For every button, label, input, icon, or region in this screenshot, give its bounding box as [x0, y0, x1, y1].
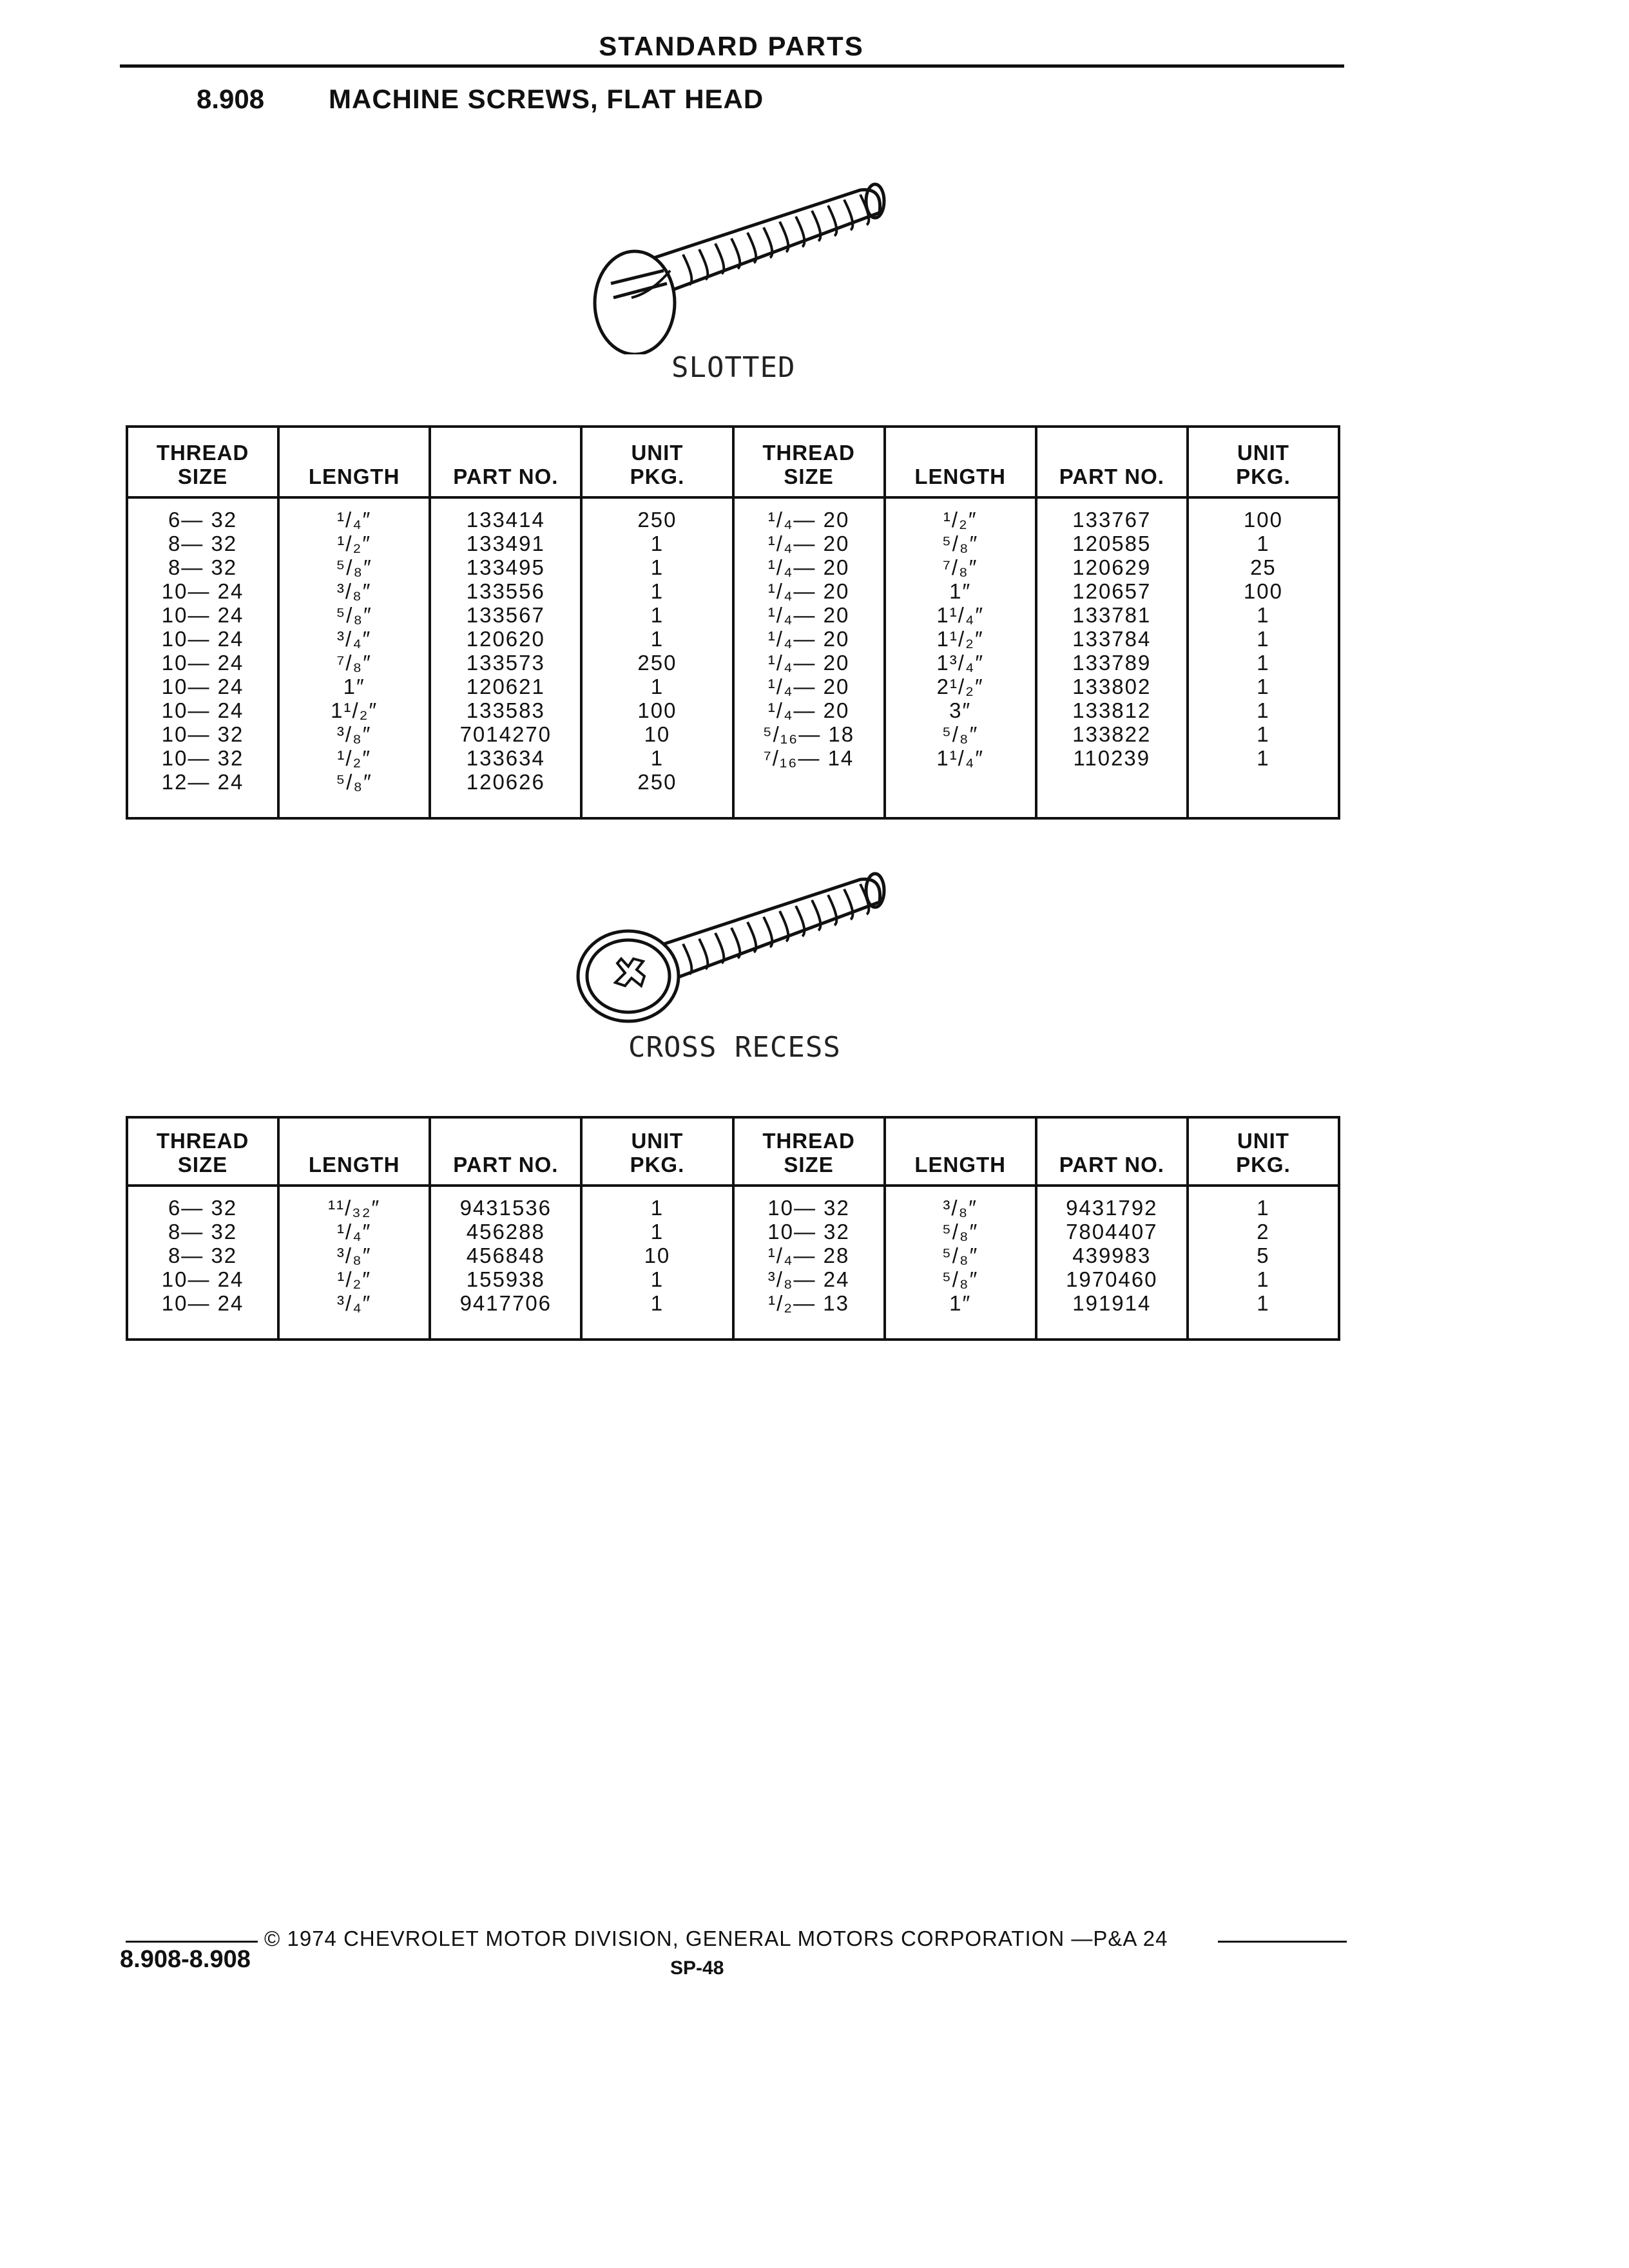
table-cell: 1: [1188, 746, 1339, 770]
table-cell: ⁵/₁₆— 18: [733, 722, 885, 746]
table-cell: 1: [581, 1267, 733, 1291]
table-cell: 120620: [430, 627, 581, 651]
table-cell: ³/₈″: [278, 1244, 430, 1267]
table-cell: ¹/₄— 28: [733, 1244, 885, 1267]
table-cell: 1: [1188, 1196, 1339, 1220]
table-cell: 1970460: [1036, 1267, 1188, 1291]
table-cell: 7014270: [430, 722, 581, 746]
table-cell: 120629: [1036, 555, 1188, 579]
table-cell: 12— 24: [127, 770, 278, 794]
spacer-cell: [1036, 1186, 1188, 1196]
table-cell: 133812: [1036, 698, 1188, 722]
table-cell: ⁵/₈″: [885, 1244, 1036, 1267]
table-cell: 133781: [1036, 603, 1188, 627]
table-cell: [885, 770, 1036, 794]
table-cell: 5: [1188, 1244, 1339, 1267]
table-cell: ¹/₂″: [278, 1267, 430, 1291]
table-cell: 133634: [430, 746, 581, 770]
closing-cell: [127, 794, 278, 818]
col-part-no: PART NO.: [430, 427, 581, 497]
table-cell: 1: [581, 1291, 733, 1315]
table-cell: 1: [581, 532, 733, 555]
closing-cell: [733, 1315, 885, 1340]
table-cell: 1: [581, 1196, 733, 1220]
spacer-cell: [885, 1186, 1036, 1196]
table-cell: ³/₄″: [278, 1291, 430, 1315]
table-cell: 155938: [430, 1267, 581, 1291]
table-cell: ¹/₄— 20: [733, 627, 885, 651]
table-row: [127, 1244, 1339, 1267]
table-cell: 10— 24: [127, 627, 278, 651]
table-cell: 1: [1188, 603, 1339, 627]
spacer-cell: [1188, 1186, 1339, 1196]
table-cell: ³/₈″: [278, 722, 430, 746]
closing-cell: [1036, 794, 1188, 818]
table-cell: 1: [581, 603, 733, 627]
table-cell: 250: [581, 770, 733, 794]
table-header-row: [127, 1117, 1339, 1186]
table-cell: 9417706: [430, 1291, 581, 1315]
cross-recess-screw-illustration: [567, 850, 902, 1044]
table-cell: 1¹/₄″: [885, 746, 1036, 770]
closing-cell: [430, 794, 581, 818]
table-cell: 6— 32: [127, 508, 278, 532]
table-row: [127, 627, 1339, 651]
table-cell: ³/₈— 24: [733, 1267, 885, 1291]
table-cell: 1: [581, 555, 733, 579]
closing-row: [127, 794, 1339, 818]
section-range: 8.908-8.908: [120, 1946, 251, 1973]
page-header-title: STANDARD PARTS: [599, 31, 864, 61]
table-cell: [1188, 770, 1339, 794]
table-cell: 120585: [1036, 532, 1188, 555]
table-cell: 100: [1188, 508, 1339, 532]
slotted-table-body: [127, 497, 1339, 818]
col-length: LENGTH: [885, 1117, 1036, 1186]
col-unit-pkg: UNIT PKG.: [581, 427, 733, 497]
table-cell: 1¹/₂″: [278, 698, 430, 722]
table-cell: 10: [581, 722, 733, 746]
table-cell: 1¹/₄″: [885, 603, 1036, 627]
table-cell: 1: [1188, 675, 1339, 698]
col-thread-size: THREAD SIZE: [733, 427, 885, 497]
col-thread-size: THREAD SIZE: [127, 427, 278, 497]
table-cell: 250: [581, 651, 733, 675]
table-row: [127, 1220, 1339, 1244]
table-cell: ¹/₄— 20: [733, 508, 885, 532]
cross-recess-caption: CROSS RECESS: [628, 1031, 841, 1064]
table-cell: 10— 32: [127, 746, 278, 770]
slotted-caption: SLOTTED: [671, 351, 796, 384]
table-cell: 6— 32: [127, 1196, 278, 1220]
table-cell: ¹/₂″: [278, 532, 430, 555]
table-cell: 1: [581, 627, 733, 651]
cross-recess-parts-table: [126, 1116, 1340, 1341]
footer-rule-right: [1218, 1941, 1347, 1943]
table-cell: ¹/₄— 20: [733, 555, 885, 579]
table-cell: 10— 32: [127, 722, 278, 746]
slotted-screw-illustration: [567, 161, 902, 354]
table-cell: 1: [581, 579, 733, 603]
col-part-no: PART NO.: [430, 1117, 581, 1186]
spacer-cell: [127, 1186, 278, 1196]
spacer-row: [127, 1186, 1339, 1196]
cross-recess-table-body: [127, 1186, 1339, 1340]
table-cell: 8— 32: [127, 1220, 278, 1244]
table-cell: ⁵/₈″: [278, 770, 430, 794]
table-row: [127, 508, 1339, 532]
col-part-no: PART NO.: [1036, 427, 1188, 497]
table-cell: ¹/₄— 20: [733, 532, 885, 555]
table-cell: 100: [1188, 579, 1339, 603]
table-cell: ⁵/₈″: [278, 603, 430, 627]
table-cell: ¹/₄— 20: [733, 579, 885, 603]
table-cell: ³/₄″: [278, 627, 430, 651]
table-cell: 1¹/₂″: [885, 627, 1036, 651]
table-cell: ⁵/₈″: [885, 532, 1036, 555]
table-row: [127, 1291, 1339, 1315]
table-row: [127, 555, 1339, 579]
table-cell: 191914: [1036, 1291, 1188, 1315]
table-cell: 10— 24: [127, 603, 278, 627]
spacer-cell: [430, 1186, 581, 1196]
table-cell: 10— 24: [127, 651, 278, 675]
table-cell: 1: [581, 675, 733, 698]
table-cell: ¹/₂″: [278, 746, 430, 770]
spacer-cell: [1188, 497, 1339, 508]
table-cell: ⁷/₈″: [885, 555, 1036, 579]
table-row: [127, 698, 1339, 722]
col-unit-pkg: UNIT PKG.: [581, 1117, 733, 1186]
table-cell: 8— 32: [127, 555, 278, 579]
col-thread-size: THREAD SIZE: [127, 1117, 278, 1186]
table-cell: 8— 32: [127, 532, 278, 555]
table-cell: 10— 24: [127, 1291, 278, 1315]
table-cell: 1: [581, 746, 733, 770]
closing-cell: [278, 1315, 430, 1340]
closing-cell: [885, 1315, 1036, 1340]
table-cell: 1: [1188, 698, 1339, 722]
table-cell: ⁵/₈″: [885, 722, 1036, 746]
table-cell: ¹/₄— 20: [733, 675, 885, 698]
spacer-cell: [127, 497, 278, 508]
table-cell: 133784: [1036, 627, 1188, 651]
col-unit-pkg: UNIT PKG.: [1188, 427, 1339, 497]
table-cell: 133495: [430, 555, 581, 579]
table-cell: 7804407: [1036, 1220, 1188, 1244]
closing-cell: [581, 794, 733, 818]
closing-cell: [1036, 1315, 1188, 1340]
table-cell: 10— 32: [733, 1220, 885, 1244]
closing-cell: [1188, 1315, 1339, 1340]
table-cell: 25: [1188, 555, 1339, 579]
spacer-cell: [581, 497, 733, 508]
table-cell: 1″: [278, 675, 430, 698]
table-cell: 133767: [1036, 508, 1188, 532]
closing-cell: [581, 1315, 733, 1340]
table-cell: 133556: [430, 579, 581, 603]
col-unit-pkg: UNIT PKG.: [1188, 1117, 1339, 1186]
table-cell: ¹/₄″: [278, 508, 430, 532]
col-length: LENGTH: [885, 427, 1036, 497]
table-cell: ⁷/₁₆— 14: [733, 746, 885, 770]
table-cell: 1″: [885, 579, 1036, 603]
table-cell: 250: [581, 508, 733, 532]
table-cell: 133789: [1036, 651, 1188, 675]
spacer-cell: [733, 497, 885, 508]
table-cell: 456288: [430, 1220, 581, 1244]
table-cell: 10: [581, 1244, 733, 1267]
table-cell: ¹/₄— 20: [733, 651, 885, 675]
table-cell: ⁵/₈″: [885, 1220, 1036, 1244]
table-cell: 120626: [430, 770, 581, 794]
table-cell: ¹/₄— 20: [733, 603, 885, 627]
copyright-notice: © 1974 CHEVROLET MOTOR DIVISION, GENERAL MOTORS CORPORATION —P&A 24: [264, 1927, 1168, 1950]
closing-cell: [278, 794, 430, 818]
spacer-cell: [278, 1186, 430, 1196]
table-row: [127, 651, 1339, 675]
table-row: [127, 1196, 1339, 1220]
table-cell: 439983: [1036, 1244, 1188, 1267]
table-cell: 133567: [430, 603, 581, 627]
closing-cell: [733, 794, 885, 818]
spacer-cell: [733, 1186, 885, 1196]
table-cell: ⁵/₈″: [278, 555, 430, 579]
table-cell: 1: [1188, 722, 1339, 746]
header-rule: [120, 64, 1344, 68]
table-cell: 2: [1188, 1220, 1339, 1244]
table-row: [127, 746, 1339, 770]
col-length: LENGTH: [278, 427, 430, 497]
table-cell: 1³/₄″: [885, 651, 1036, 675]
table-cell: 8— 32: [127, 1244, 278, 1267]
table-cell: ³/₈″: [885, 1196, 1036, 1220]
table-row: [127, 579, 1339, 603]
spacer-cell: [278, 497, 430, 508]
closing-cell: [885, 794, 1036, 818]
table-cell: 10— 24: [127, 675, 278, 698]
table-cell: 10— 24: [127, 1267, 278, 1291]
table-cell: 2¹/₂″: [885, 675, 1036, 698]
closing-row: [127, 1315, 1339, 1340]
table-cell: ³/₈″: [278, 579, 430, 603]
closing-cell: [1188, 794, 1339, 818]
table-cell: 10— 24: [127, 698, 278, 722]
table-row: [127, 603, 1339, 627]
table-row: [127, 770, 1339, 794]
spacer-cell: [430, 497, 581, 508]
table-cell: ¹¹/₃₂″: [278, 1196, 430, 1220]
table-cell: 120657: [1036, 579, 1188, 603]
table-row: [127, 532, 1339, 555]
table-cell: 9431536: [430, 1196, 581, 1220]
table-cell: ¹/₄— 20: [733, 698, 885, 722]
spacer-cell: [581, 1186, 733, 1196]
table-cell: ¹/₂— 13: [733, 1291, 885, 1315]
table-cell: 110239: [1036, 746, 1188, 770]
page-number: SP-48: [670, 1957, 724, 1979]
table-cell: [1036, 770, 1188, 794]
table-cell: 133573: [430, 651, 581, 675]
table-cell: 1: [1188, 1291, 1339, 1315]
table-cell: 1: [1188, 1267, 1339, 1291]
table-row: [127, 675, 1339, 698]
col-part-no: PART NO.: [1036, 1117, 1188, 1186]
table-cell: [733, 770, 885, 794]
table-cell: 120621: [430, 675, 581, 698]
spacer-cell: [885, 497, 1036, 508]
table-cell: 1: [1188, 532, 1339, 555]
table-cell: 9431792: [1036, 1196, 1188, 1220]
col-length: LENGTH: [278, 1117, 430, 1186]
table-cell: ⁷/₈″: [278, 651, 430, 675]
table-cell: ¹/₂″: [885, 508, 1036, 532]
slotted-parts-table: [126, 425, 1340, 820]
table-cell: 3″: [885, 698, 1036, 722]
table-cell: ¹/₄″: [278, 1220, 430, 1244]
table-cell: 1: [1188, 627, 1339, 651]
table-cell: 10— 24: [127, 579, 278, 603]
table-cell: 1: [581, 1220, 733, 1244]
table-cell: 133583: [430, 698, 581, 722]
footer-rule-left: [126, 1941, 258, 1943]
table-row: [127, 722, 1339, 746]
table-cell: 456848: [430, 1244, 581, 1267]
table-cell: 133414: [430, 508, 581, 532]
section-title: MACHINE SCREWS, FLAT HEAD: [329, 84, 764, 114]
col-thread-size: THREAD SIZE: [733, 1117, 885, 1186]
table-row: [127, 1267, 1339, 1291]
closing-cell: [127, 1315, 278, 1340]
table-cell: 1: [1188, 651, 1339, 675]
table-cell: 133491: [430, 532, 581, 555]
spacer-cell: [1036, 497, 1188, 508]
table-cell: 100: [581, 698, 733, 722]
section-number: 8.908: [197, 84, 265, 114]
table-header-row: [127, 427, 1339, 497]
table-cell: 133802: [1036, 675, 1188, 698]
table-cell: 1″: [885, 1291, 1036, 1315]
table-cell: 133822: [1036, 722, 1188, 746]
closing-cell: [430, 1315, 581, 1340]
table-cell: 10— 32: [733, 1196, 885, 1220]
spacer-row: [127, 497, 1339, 508]
table-cell: ⁵/₈″: [885, 1267, 1036, 1291]
